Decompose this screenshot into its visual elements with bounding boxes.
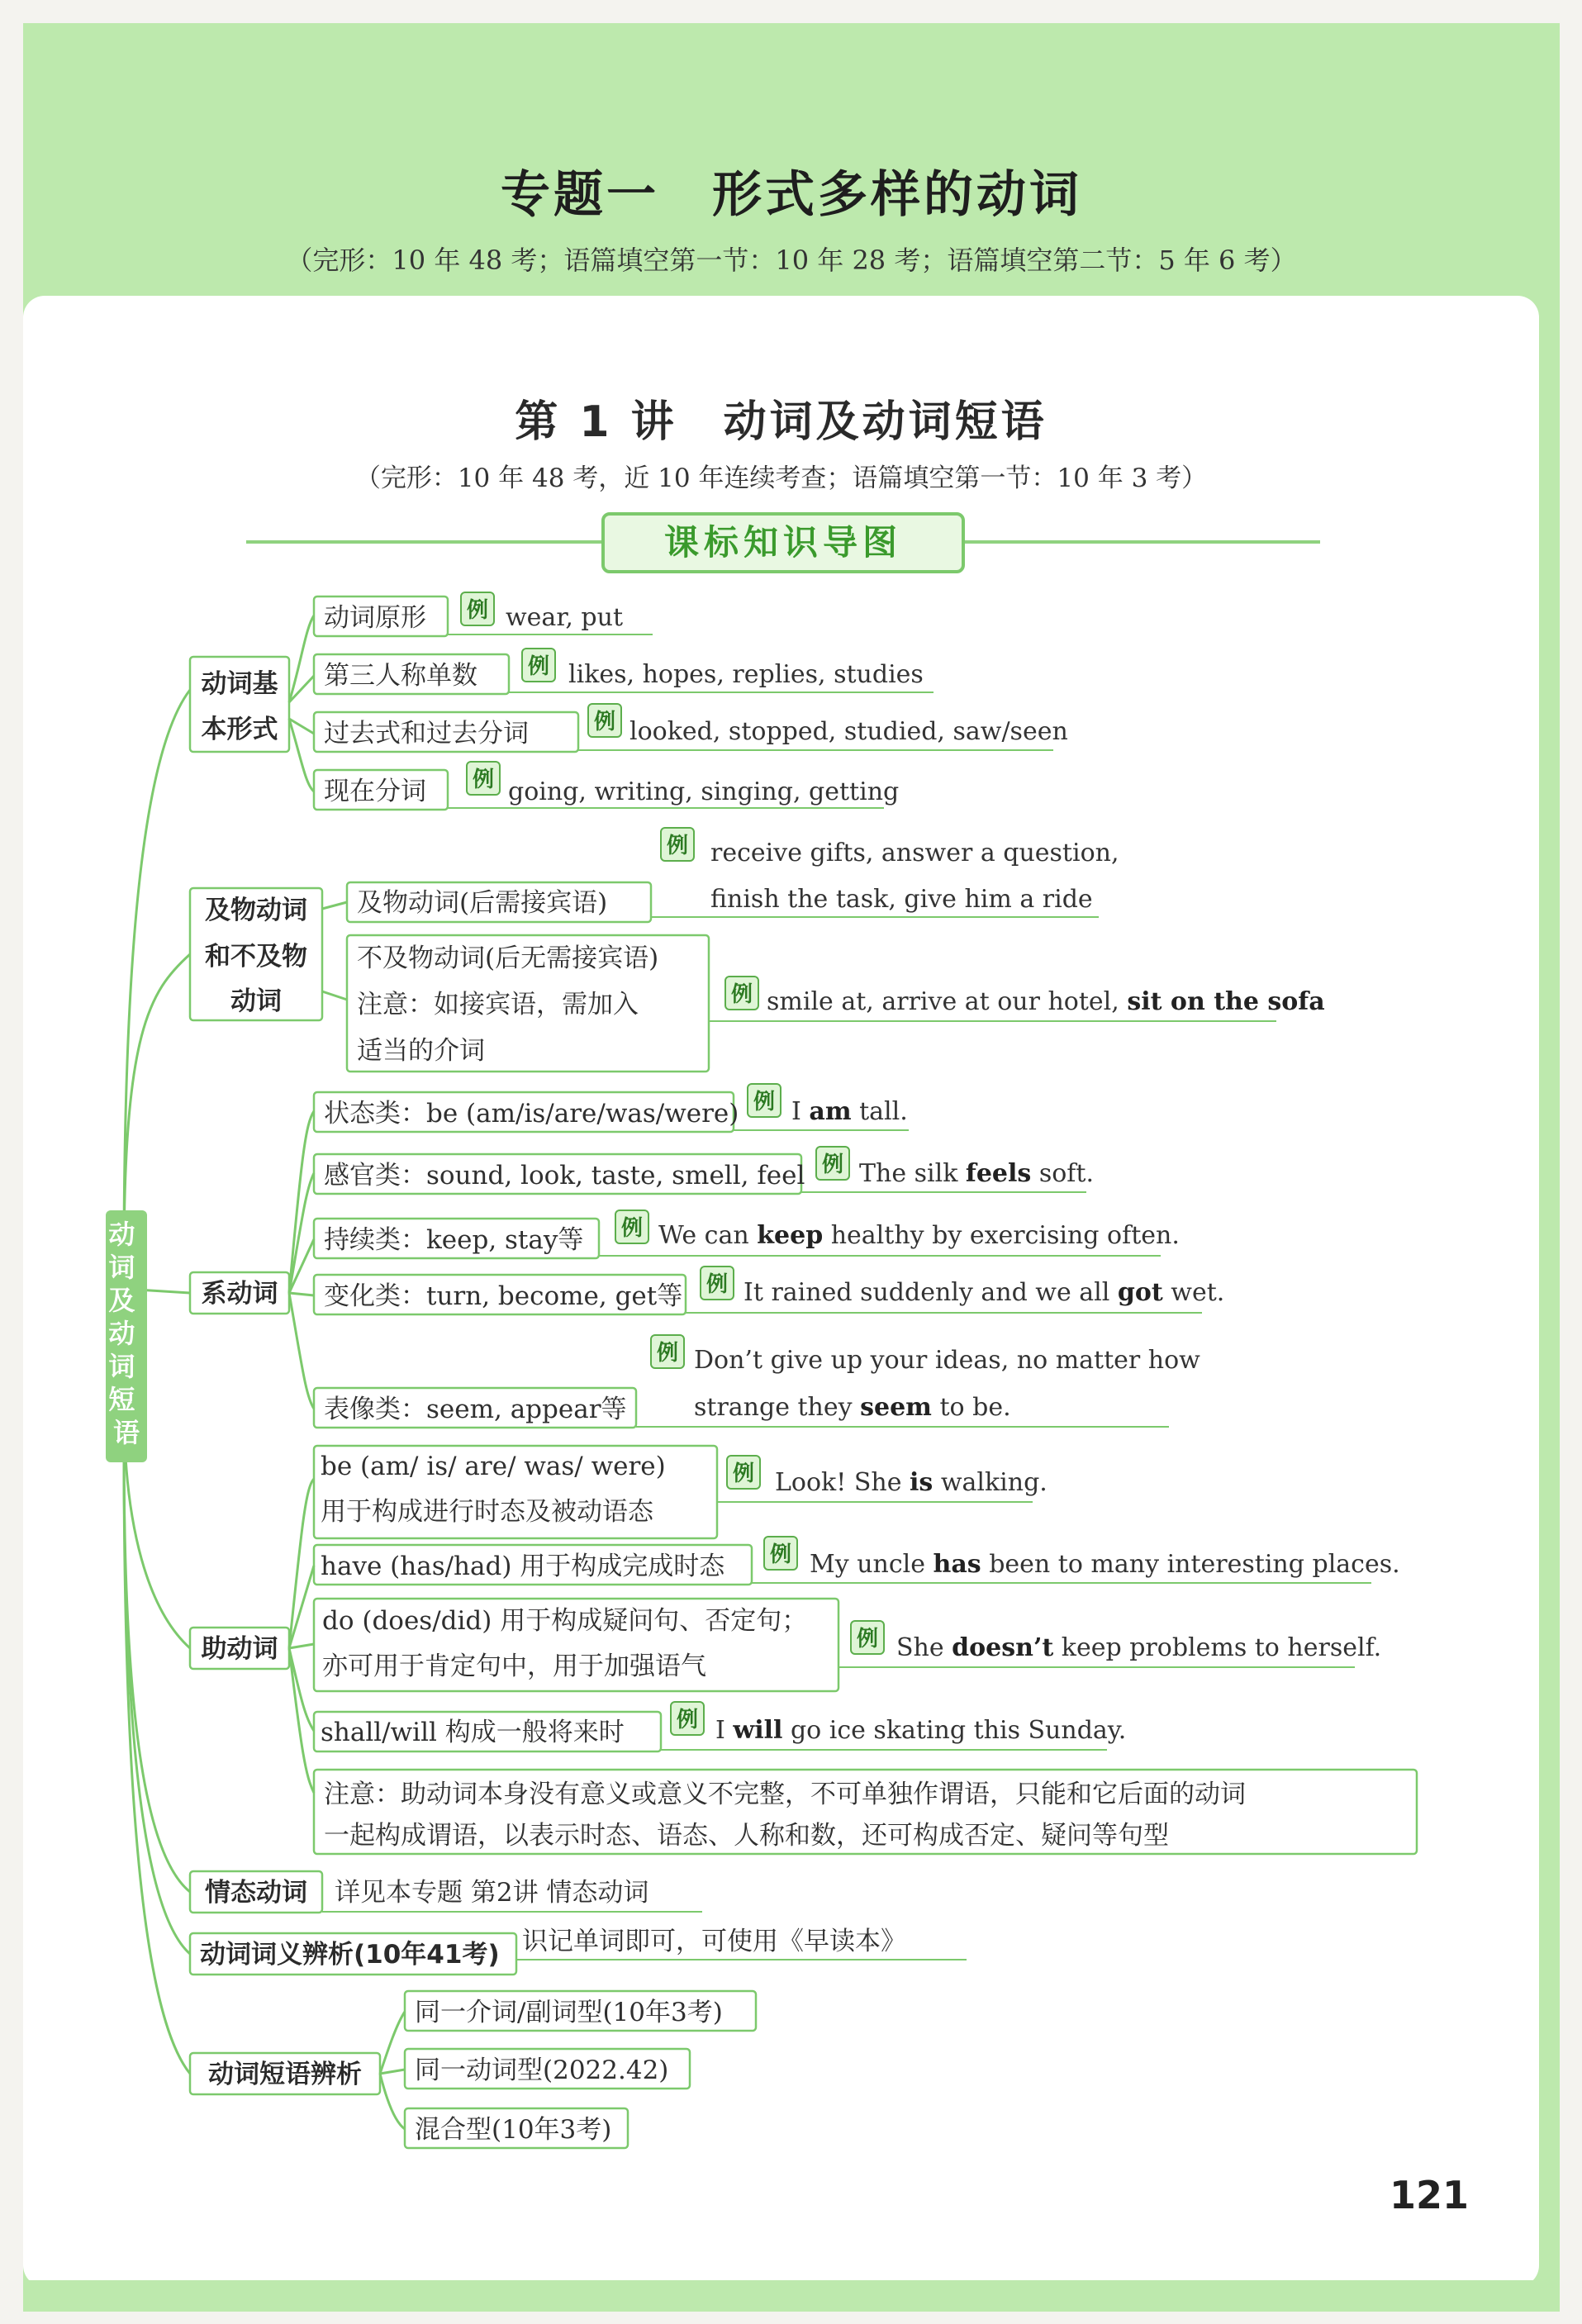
example-badge [748, 1084, 781, 1117]
svg-text:例: 例 [732, 1461, 755, 1486]
basic-item-label: 现在分词 [324, 777, 426, 806]
aux-have-label: have (has/had) 用于构成完成时态 [321, 1552, 725, 1581]
aux-will-label: shall/will 构成一般将来时 [321, 1718, 625, 1747]
basic-example: wear, put [506, 603, 624, 632]
lecture-title: 第 1 讲 动词及动词短语 [515, 397, 1048, 447]
vi-example: smile at, arrive at our hotel, sit on the sofa [767, 987, 1325, 1016]
basic-item-label: 过去式和过去分词 [324, 719, 529, 749]
linking-item-label: 感官类：sound, look, taste, smell, feel [324, 1161, 805, 1191]
example-badge [851, 1621, 884, 1654]
linking-example: I am tall. [791, 1097, 908, 1126]
aux-be-line-2: 用于构成进行时态及被动语态 [321, 1497, 653, 1527]
example-badge [671, 1702, 704, 1735]
basic-item-label: 第三人称单数 [324, 661, 477, 691]
basic-item-label: 动词原形 [324, 603, 426, 633]
basic-label-1: 动词基 [201, 669, 278, 699]
aux-example: Look! She is walking. [775, 1468, 1048, 1497]
phrase-label: 动词短语辨析 [208, 2060, 362, 2089]
topic-subtitle: （完形：10 年 48 考；语篇填空第一节：10 年 28 考；语篇填空第二节：5 年 6 考） [286, 245, 1297, 276]
example-badge [725, 977, 758, 1010]
lecture-subtitle: （完形：10 年 48 考，近 10 年连续考查；语篇填空第一节：10 年 3 考） [354, 463, 1208, 493]
svg-text:例: 例 [856, 1627, 879, 1652]
linking-example-line-1: Don’t give up your ideas, no matter how [694, 1346, 1200, 1375]
svg-text:例: 例 [593, 710, 616, 734]
example-badge [816, 1147, 849, 1180]
knowledge-map-banner: 课标知识导图 [601, 512, 965, 573]
svg-text:例: 例 [466, 598, 489, 623]
vt-label: 及物动词(后需接宾语) [357, 888, 608, 918]
root-label: 动 词 及 动 词 短 语 [108, 1219, 140, 1448]
svg-text:例: 例 [769, 1542, 792, 1567]
linking-example: The silk feels soft. [859, 1159, 1094, 1188]
aux-example: My uncle has been to many interesting places. [810, 1550, 1400, 1579]
example-badge [661, 828, 694, 861]
example-badge [615, 1210, 648, 1243]
phrase-item-label: 同一动词型(2022.42) [415, 2055, 669, 2085]
vi-line-1: 不及物动词(后无需接宾语) [357, 943, 659, 973]
example-badge [467, 762, 500, 795]
auxiliary-label: 助动词 [201, 1634, 278, 1664]
bottom-bar [23, 2280, 1560, 2310]
example-badge [461, 592, 494, 625]
svg-text:例: 例 [472, 768, 495, 792]
linking-item-label: 表像类：seem, appear等 [324, 1395, 627, 1424]
svg-text:例: 例 [676, 1708, 699, 1732]
example-badge [701, 1267, 734, 1300]
svg-text:例: 例 [730, 982, 753, 1007]
modal-label: 情态动词 [205, 1878, 307, 1908]
vi-line-3: 适当的介词 [357, 1036, 485, 1066]
basic-example: likes, hopes, replies, studies [568, 660, 924, 689]
svg-text:例: 例 [620, 1216, 644, 1241]
example-badge [522, 649, 555, 682]
linking-example: It rained suddenly and we all got wet. [743, 1278, 1225, 1307]
example-badge [727, 1456, 760, 1489]
svg-text:例: 例 [753, 1090, 776, 1114]
aux-be-line-1: be (am/ is/ are/ was/ were) [321, 1452, 666, 1481]
meaning-detail: 识记单词即可，可使用《早读本》 [522, 1927, 906, 1956]
transitive-label-3: 动词 [230, 986, 282, 1016]
aux-example: I will go ice skating this Sunday. [715, 1716, 1127, 1745]
basic-example: going, writing, singing, getting [508, 777, 900, 806]
phrase-item-label: 混合型(10年3考) [415, 2115, 612, 2145]
meaning-label: 动词词义辨析(10年41考) [200, 1940, 500, 1970]
modal-detail: 详见本专题 第2讲 情态动词 [335, 1878, 649, 1908]
linking-item-label: 状态类：be (am/is/are/was/were) [324, 1099, 739, 1129]
transitive-label-1: 及物动词 [205, 896, 307, 925]
svg-text:例: 例 [656, 1341, 679, 1366]
linking-example: We can keep healthy by exercising often. [658, 1221, 1180, 1250]
aux-example: She doesn’t keep problems to herself. [896, 1633, 1382, 1662]
page-number: 121 [1389, 2173, 1470, 2217]
aux-do-line-2: 亦可用于肯定句中，用于加强语气 [322, 1652, 706, 1681]
svg-text:例: 例 [821, 1152, 844, 1177]
basic-example: looked, stopped, studied, saw/seen [629, 717, 1068, 746]
svg-text:例: 例 [527, 654, 550, 679]
aux-do-line-1: do (does/did) 用于构成疑问句、否定句； [322, 1606, 808, 1636]
aux-note-line-2: 一起构成谓语，以表示时态、语态、人称和数，还可构成否定、疑问等句型 [324, 1821, 1169, 1851]
svg-text:例: 例 [705, 1272, 729, 1297]
linking-example: strange they seem to be. [694, 1393, 1011, 1422]
svg-text:例: 例 [666, 834, 689, 858]
vi-line-2: 注意：如接宾语，需加入 [357, 990, 639, 1019]
aux-note-line-1: 注意：助动词本身没有意义或意义不完整，不可单独作谓语，只能和它后面的动词 [324, 1780, 1246, 1809]
vt-example-line-2: finish the task, give him a ride [710, 885, 1093, 914]
transitive-label-2: 和不及物 [205, 942, 307, 972]
basic-label-2: 本形式 [201, 715, 278, 744]
linking-item-label: 变化类：turn, become, get等 [324, 1281, 683, 1311]
topic-title: 专题一 形式多样的动词 [501, 166, 1082, 224]
example-badge [764, 1537, 797, 1570]
linking-label: 系动词 [201, 1279, 278, 1309]
linking-item-label: 持续类：keep, stay等 [324, 1225, 584, 1255]
example-badge [651, 1335, 684, 1368]
vt-example-line-1: receive gifts, answer a question, [710, 839, 1119, 867]
phrase-item-label: 同一介词/副词型(10年3考) [415, 1998, 723, 2027]
example-badge [588, 704, 621, 737]
